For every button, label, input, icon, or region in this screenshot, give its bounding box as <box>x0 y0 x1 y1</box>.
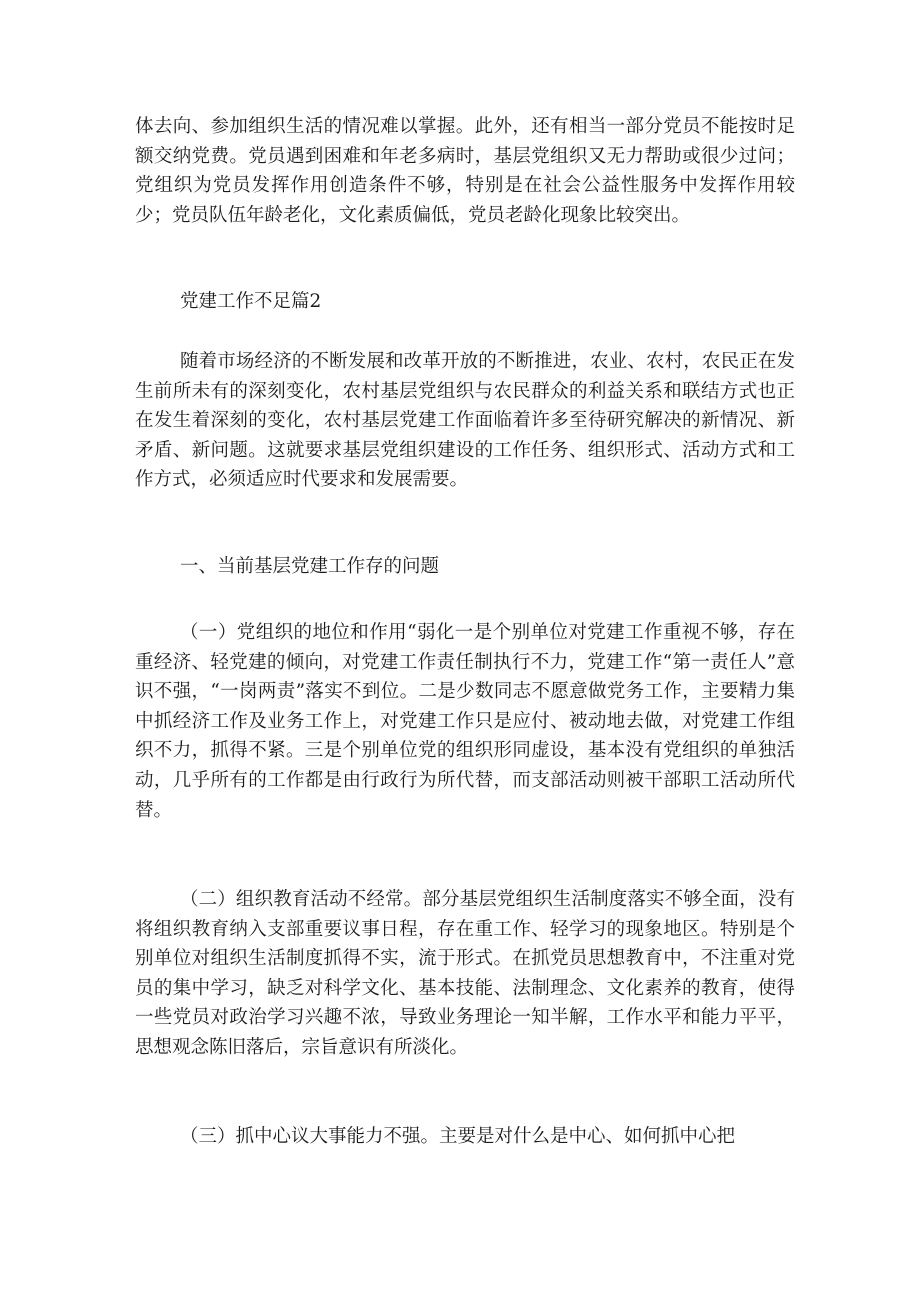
issue-paragraph-1: （一）党组织的地位和作用“弱化一是个别单位对党建工作重视不够，存在重经济、轻党建的倾向，对党建工作责任制执行不力，党建工作“第一责任人”意识不强，“一岗两责”落实不到位。二是少数同志不愿意做党务工作，主要精力集中抓经济工作及业务工作上，对党建工作只是应付、被动地去做，对党建工作组织不力，抓得不紧。三是个别单位党的组织形同虚设，基本没有党组织的单独活动，几乎所有的工作都是由行政行为所代替，而支部活动则被干部职工活动所代替。 <box>135 622 795 821</box>
section-heading: 一、当前基层党建工作存的问题 <box>180 556 440 577</box>
paragraph-continuation: 体去向、参加组织生活的情况难以掌握。此外，还有相当一部分党员不能按时足额交纳党费。党员遇到困难和年老多病时，基层党组织又无力帮助或很少过问；党组织为党员发挥作用创造条件不够，特别是在社会公益性服务中发挥作用较少；党员队伍年龄老化，文化素质偏低，党员老龄化现象比较突出。 <box>135 116 795 226</box>
issue-paragraph-3: （三）抓中心议大事能力不强。主要是对什么是中心、如何抓中心把 <box>180 1126 736 1147</box>
issue-paragraph-2: （二）组织教育活动不经常。部分基层党组织生活制度落实不够全面，没有将组织教育纳入支部重要议事日程，存在重工作、轻学习的现象地区。特别是个别单位对组织生活制度抓得不实，流于形式。在抓党员思想教育中，不注重对党员的集中学习，缺乏对科学文化、基本技能、法制理念、文化素养的教育，使得一些党员对政治学习兴趣不浓，导致业务理论一知半解，工作水平和能力平平，思想观念陈旧落后，宗旨意识有所淡化。 <box>135 889 795 1058</box>
intro-paragraph: 随着市场经济的不断发展和改革开放的不断推进，农业、农村，农民正在发生前所未有的深刻变化，农村基层党组织与农民群众的利益关系和联结方式也正在发生着深刻的变化，农村基层党建工作面临着许多至待研究解决的新情况、新矛盾、新问题。这就要求基层党组织建设的工作任务、组织形式、活动方式和工作方式，必须适应时代要求和发展需要。 <box>135 351 795 491</box>
article-heading: 党建工作不足篇2 <box>180 291 322 312</box>
